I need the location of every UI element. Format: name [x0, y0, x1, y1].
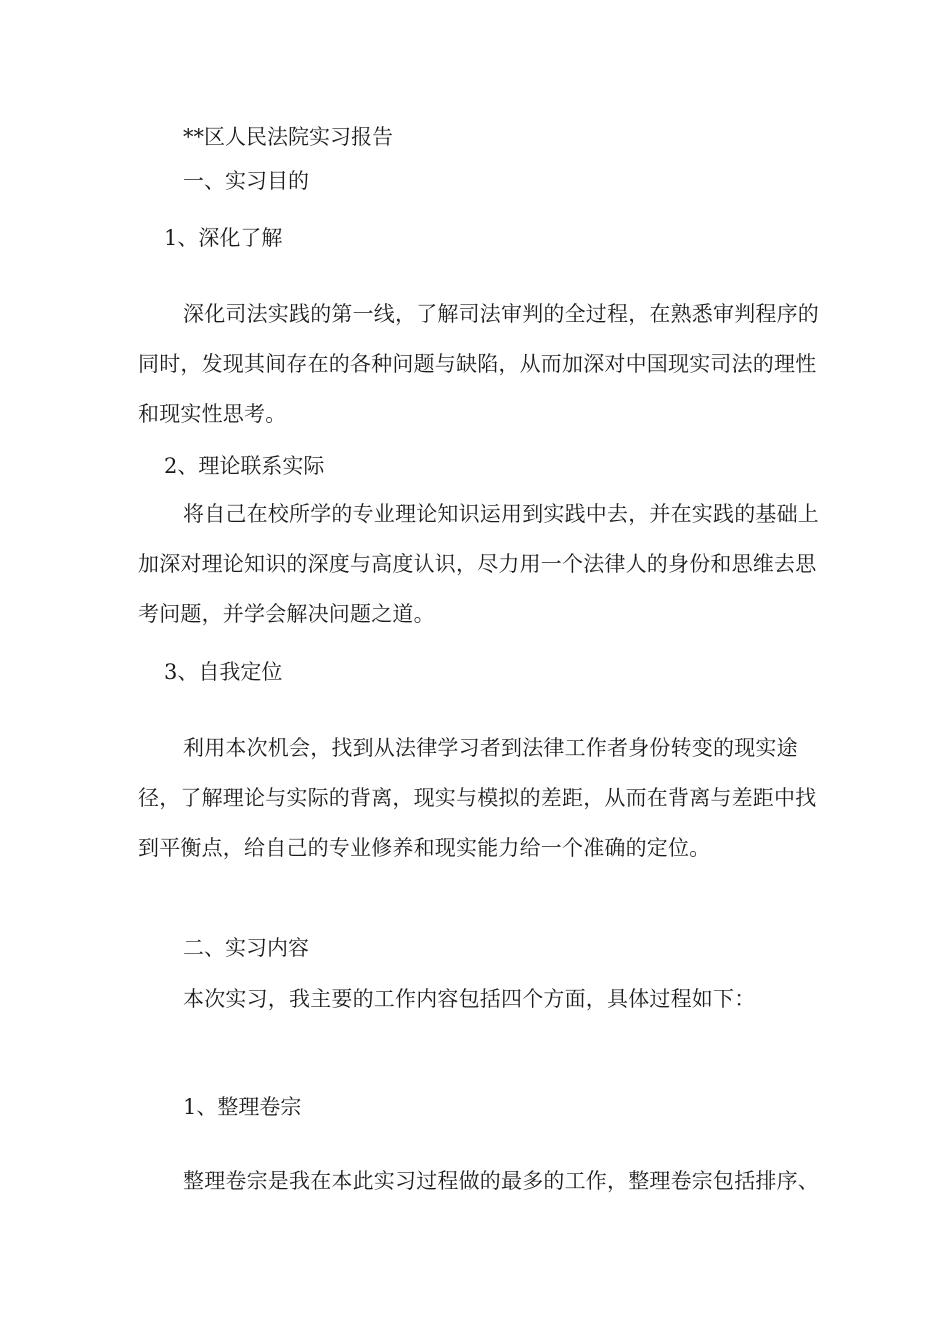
- section-heading: 二、实习内容: [183, 936, 309, 960]
- paragraph-line: 利用本次机会，找到从法律学习者到法律工作者身份转变的现实途: [183, 736, 798, 760]
- paragraph-line: 到平衡点，给自己的专业修养和现实能力给一个准确的定位。: [138, 836, 711, 860]
- paragraph-line: 和现实性思考。: [138, 402, 287, 426]
- paragraph-line: 径，了解理论与实际的背离，现实与模拟的差距，从而在背离与差距中找: [138, 786, 817, 810]
- subheading: 3、自我定位: [164, 660, 283, 684]
- paragraph-line: 本次实习，我主要的工作内容包括四个方面，具体过程如下：: [183, 987, 756, 1011]
- paragraph-line: 同时，发现其间存在的各种问题与缺陷，从而加深对中国现实司法的理性: [138, 352, 817, 376]
- paragraph-line: 深化司法实践的第一线，了解司法审判的全过程，在熟悉审判程序的: [183, 302, 819, 326]
- subheading: 1、深化了解: [164, 226, 283, 250]
- subheading: 1、整理卷宗: [183, 1095, 302, 1119]
- paragraph-line: 加深对理论知识的深度与高度认识，尽力用一个法律人的身份和思维去思: [138, 552, 817, 576]
- subheading: 2、理论联系实际: [164, 454, 325, 478]
- paragraph-line: 将自己在校所学的专业理论知识运用到实践中去，并在实践的基础上: [183, 502, 819, 526]
- document-title: **区人民法院实习报告: [183, 125, 393, 149]
- paragraph-line: 考问题，并学会解决问题之道。: [138, 602, 435, 626]
- section-heading: 一、实习目的: [183, 169, 309, 193]
- paragraph-line: 整理卷宗是我在本此实习过程做的最多的工作，整理卷宗包括排序、: [183, 1169, 819, 1193]
